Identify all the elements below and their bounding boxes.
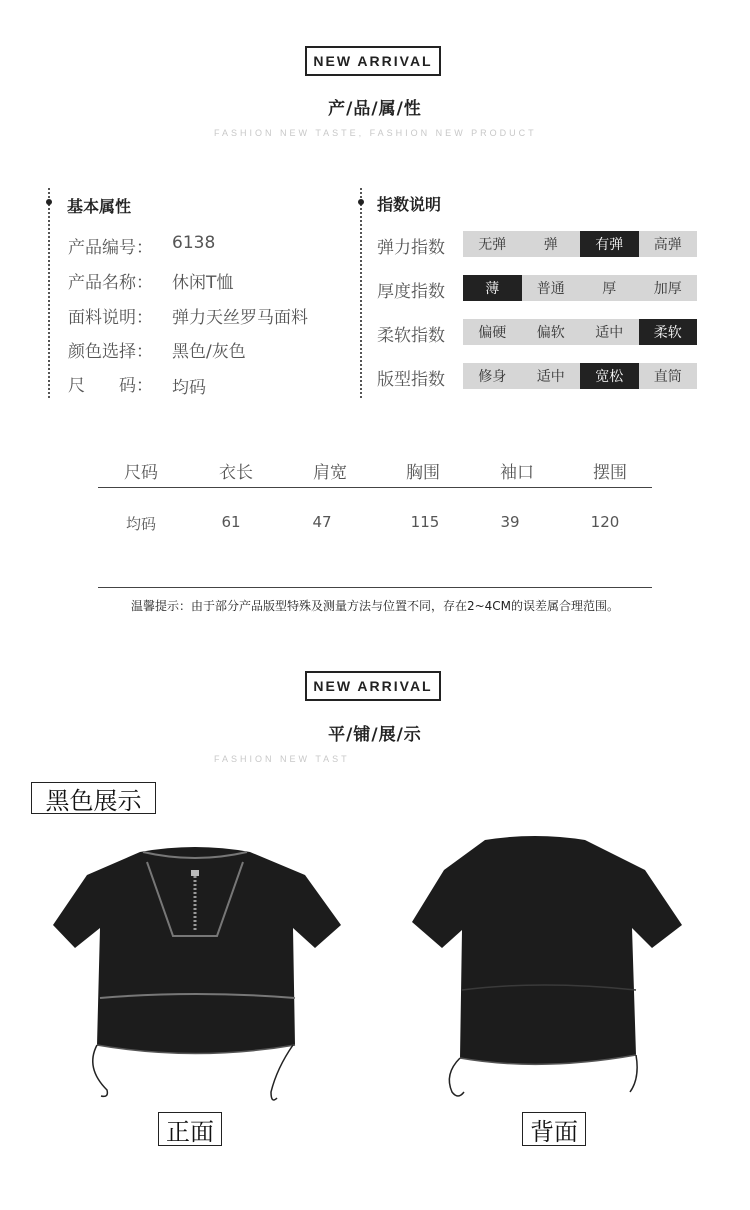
fit-option: 修身: [478, 369, 507, 385]
basic-attributes-heading: 基本属性: [67, 197, 132, 216]
size-header-shoulder: 肩宽: [313, 463, 347, 483]
flat-display-title: 平/铺/展/示: [328, 725, 422, 745]
fit-option: 适中: [536, 369, 565, 385]
elasticity-option: 高弹: [653, 237, 682, 253]
elasticity-option: 有弹: [580, 231, 639, 257]
attr-label-size: 尺 码：: [68, 376, 153, 396]
size-cell-size: 均码: [125, 515, 156, 533]
index-heading: 指数说明: [377, 195, 442, 214]
index-bullet-icon: [358, 199, 364, 205]
softness-option: 适中: [595, 325, 624, 341]
index-dotted-divider: [360, 188, 362, 398]
thickness-scale: [463, 275, 697, 301]
softness-scale: [463, 319, 697, 345]
attr-label-code: 产品编号：: [68, 238, 153, 258]
softness-option: 偏硬: [478, 325, 507, 341]
elasticity-option: 弹: [543, 237, 558, 253]
thickness-option: 加厚: [653, 281, 682, 297]
tshirt-front-image: [45, 840, 365, 1110]
size-header-length: 衣长: [219, 463, 253, 483]
attr-value-size: 均码: [172, 378, 206, 398]
index-label-softness: 柔软指数: [377, 326, 445, 346]
size-cell-cuff: 39: [500, 513, 520, 531]
size-header-size: 尺码: [124, 463, 158, 483]
basic-bullet-icon: [46, 199, 52, 205]
fit-option: 宽松: [580, 363, 639, 389]
product-attributes-subtitle: FASHION NEW TASTE, FASHION NEW PRODUCT: [214, 128, 537, 138]
back-view-label: 背面: [522, 1112, 586, 1146]
attr-label-color: 颜色选择：: [68, 342, 153, 362]
front-view-label: 正面: [158, 1112, 222, 1146]
thickness-option: 厚: [602, 281, 617, 297]
basic-dotted-divider: [48, 188, 50, 398]
product-attributes-title: 产/品/属/性: [328, 99, 422, 119]
measurement-tip: 温馨提示：由于部分产品版型特殊及测量方法与位置不同，存在2~4CM的误差属合理范围。: [130, 599, 620, 613]
index-label-fit: 版型指数: [377, 370, 445, 390]
attr-label-fabric: 面料说明：: [68, 308, 153, 328]
flat-display-subtitle: FASHION NEW TAST: [214, 754, 350, 764]
size-cell-length: 61: [221, 513, 241, 531]
size-table-header-rule: [98, 487, 652, 488]
size-cell-shoulder: 47: [312, 513, 332, 531]
attr-value-name: 休闲T恤: [172, 273, 234, 293]
softness-option: 柔软: [639, 319, 698, 345]
elasticity-scale: [463, 231, 697, 257]
attr-label-name: 产品名称：: [68, 273, 153, 293]
new-arrival-badge-bottom: NEW ARRIVAL: [305, 671, 441, 701]
size-cell-hem: 120: [590, 513, 620, 531]
thickness-option: 普通: [536, 281, 565, 297]
attr-value-code: 6138: [172, 233, 216, 253]
black-display-label: 黑色展示: [31, 782, 156, 814]
attr-value-color: 黑色/灰色: [172, 342, 246, 362]
size-header-chest: 胸围: [406, 463, 440, 483]
thickness-option: 薄: [463, 275, 522, 301]
tshirt-back-image: [400, 830, 700, 1105]
size-header-cuff: 袖口: [500, 463, 534, 483]
size-header-hem: 摆围: [593, 463, 627, 483]
index-label-thickness: 厚度指数: [377, 282, 445, 302]
size-table-bottom-rule: [98, 587, 652, 588]
index-label-elasticity: 弹力指数: [377, 238, 445, 258]
attr-value-fabric: 弹力天丝罗马面料: [172, 308, 308, 328]
size-cell-chest: 115: [410, 513, 440, 531]
fit-scale: [463, 363, 697, 389]
new-arrival-badge-top: NEW ARRIVAL: [305, 46, 441, 76]
elasticity-option: 无弹: [478, 237, 507, 253]
softness-option: 偏软: [536, 325, 565, 341]
fit-option: 直筒: [653, 369, 682, 385]
